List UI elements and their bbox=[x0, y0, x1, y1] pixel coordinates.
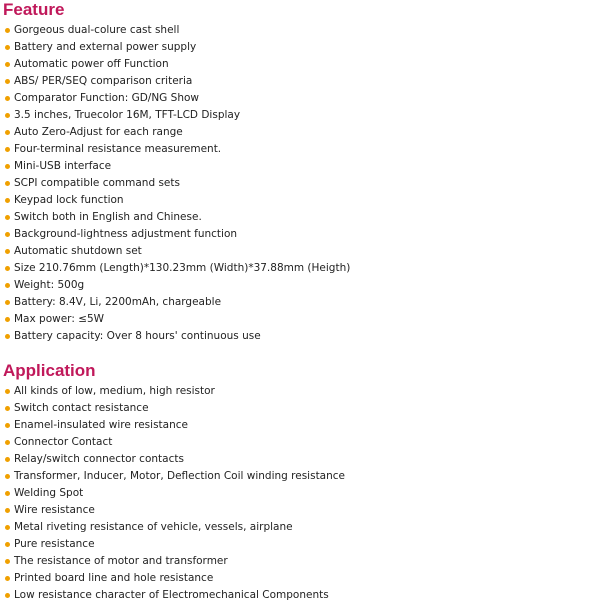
list-item-text: Gorgeous dual-colure cast shell bbox=[14, 24, 180, 36]
list-item-text: Size 210.76mm (Length)*130.23mm (Width)*37.88mm (Heigth) bbox=[14, 262, 351, 274]
list-item-text: Mini-USB interface bbox=[14, 160, 112, 172]
bullet-dot-icon bbox=[5, 593, 10, 598]
list-item-text: The resistance of motor and transformer bbox=[14, 555, 228, 567]
list-item bbox=[5, 209, 350, 226]
list-item-text: Switch both in English and Chinese. bbox=[14, 211, 202, 223]
bullet-dot-icon bbox=[5, 283, 10, 288]
bullet-dot-icon bbox=[5, 28, 10, 33]
bullet-dot-icon bbox=[5, 406, 10, 411]
list-item bbox=[5, 158, 350, 175]
list-item-text: Switch contact resistance bbox=[14, 402, 149, 414]
bullet-dot-icon bbox=[5, 508, 10, 513]
list-item bbox=[5, 192, 350, 209]
bullet-dot-icon bbox=[5, 198, 10, 203]
list-item-text: Welding Spot bbox=[14, 487, 84, 499]
list-item-text: Low resistance character of Electromechanical Components bbox=[14, 589, 329, 601]
list-item-text: Pure resistance bbox=[14, 538, 95, 550]
list-item-text: Background-lightness adjustment function bbox=[14, 228, 238, 240]
list-item bbox=[5, 294, 350, 311]
bullet-dot-icon bbox=[5, 266, 10, 271]
list-item bbox=[5, 39, 350, 56]
list-item-text: Transformer, Inducer, Motor, Deflection Coil winding resistance bbox=[14, 470, 346, 482]
bullet-dot-icon bbox=[5, 542, 10, 547]
application-list bbox=[5, 383, 345, 604]
list-item-text: Four-terminal resistance measurement. bbox=[14, 143, 222, 155]
list-item-text: Relay/switch connector contacts bbox=[14, 453, 184, 465]
bullet-dot-icon bbox=[5, 559, 10, 564]
list-item bbox=[5, 417, 345, 434]
bullet-dot-icon bbox=[5, 423, 10, 428]
feature-list bbox=[5, 22, 350, 345]
bullet-dot-icon bbox=[5, 215, 10, 220]
bullet-dot-icon bbox=[5, 62, 10, 67]
list-item bbox=[5, 570, 345, 587]
list-item-text: All kinds of low, medium, high resistor bbox=[14, 385, 215, 397]
list-item bbox=[5, 587, 345, 604]
bullet-dot-icon bbox=[5, 164, 10, 169]
bullet-dot-icon bbox=[5, 440, 10, 445]
list-item bbox=[5, 311, 350, 328]
list-item bbox=[5, 383, 345, 400]
list-item bbox=[5, 107, 350, 124]
list-item-text: Auto Zero-Adjust for each range bbox=[14, 126, 183, 138]
bullet-dot-icon bbox=[5, 491, 10, 496]
list-item-text: Comparator Function: GD/NG Show bbox=[14, 92, 199, 104]
bullet-dot-icon bbox=[5, 79, 10, 84]
list-item bbox=[5, 400, 345, 417]
bullet-dot-icon bbox=[5, 474, 10, 479]
list-item-text: Keypad lock function bbox=[14, 194, 124, 206]
list-item-text: Battery capacity: Over 8 hours' continuous use bbox=[14, 330, 261, 342]
list-item bbox=[5, 90, 350, 107]
list-item bbox=[5, 175, 350, 192]
list-item-text: ABS/ PER/SEQ comparison criteria bbox=[14, 75, 193, 87]
bullet-dot-icon bbox=[5, 181, 10, 186]
list-item bbox=[5, 243, 350, 260]
list-item-text: Max power: ≤5W bbox=[14, 313, 105, 325]
bullet-dot-icon bbox=[5, 249, 10, 254]
list-item bbox=[5, 502, 345, 519]
list-item-text: Weight: 500g bbox=[14, 279, 85, 291]
list-item bbox=[5, 22, 350, 39]
bullet-dot-icon bbox=[5, 525, 10, 530]
bullet-dot-icon bbox=[5, 113, 10, 118]
list-item-text: Battery and external power supply bbox=[14, 41, 197, 53]
bullet-dot-icon bbox=[5, 317, 10, 322]
list-item-text: 3.5 inches, Truecolor 16M, TFT-LCD Display bbox=[14, 109, 241, 121]
bullet-dot-icon bbox=[5, 457, 10, 462]
list-item bbox=[5, 553, 345, 570]
list-item bbox=[5, 536, 345, 553]
bullet-dot-icon bbox=[5, 45, 10, 50]
list-item bbox=[5, 56, 350, 73]
bullet-dot-icon bbox=[5, 232, 10, 237]
list-item-text: Battery: 8.4V, Li, 2200mAh, chargeable bbox=[14, 296, 222, 308]
list-item-text: Automatic power off Function bbox=[14, 58, 169, 70]
list-item bbox=[5, 451, 345, 468]
list-item-text: Printed board line and hole resistance bbox=[14, 572, 214, 584]
list-item-text: Wire resistance bbox=[14, 504, 95, 516]
list-item bbox=[5, 328, 350, 345]
list-item bbox=[5, 277, 350, 294]
list-item bbox=[5, 468, 345, 485]
list-item bbox=[5, 124, 350, 141]
list-item-text: SCPI compatible command sets bbox=[14, 177, 180, 189]
bullet-dot-icon bbox=[5, 389, 10, 394]
list-item bbox=[5, 260, 350, 277]
list-item-text: Connector Contact bbox=[14, 436, 113, 448]
feature-heading: Feature bbox=[3, 0, 65, 19]
list-item bbox=[5, 519, 345, 536]
list-item-text: Enamel-insulated wire resistance bbox=[14, 419, 188, 431]
bullet-dot-icon bbox=[5, 576, 10, 581]
list-item bbox=[5, 226, 350, 243]
bullet-dot-icon bbox=[5, 130, 10, 135]
bullet-dot-icon bbox=[5, 96, 10, 101]
list-item bbox=[5, 434, 345, 451]
bullet-dot-icon bbox=[5, 300, 10, 305]
bullet-dot-icon bbox=[5, 147, 10, 152]
bullet-dot-icon bbox=[5, 334, 10, 339]
list-item-text: Metal riveting resistance of vehicle, vessels, airplane bbox=[14, 521, 293, 533]
list-item bbox=[5, 485, 345, 502]
list-item bbox=[5, 141, 350, 158]
list-item-text: Automatic shutdown set bbox=[14, 245, 142, 257]
application-heading: Application bbox=[3, 361, 96, 380]
list-item bbox=[5, 73, 350, 90]
